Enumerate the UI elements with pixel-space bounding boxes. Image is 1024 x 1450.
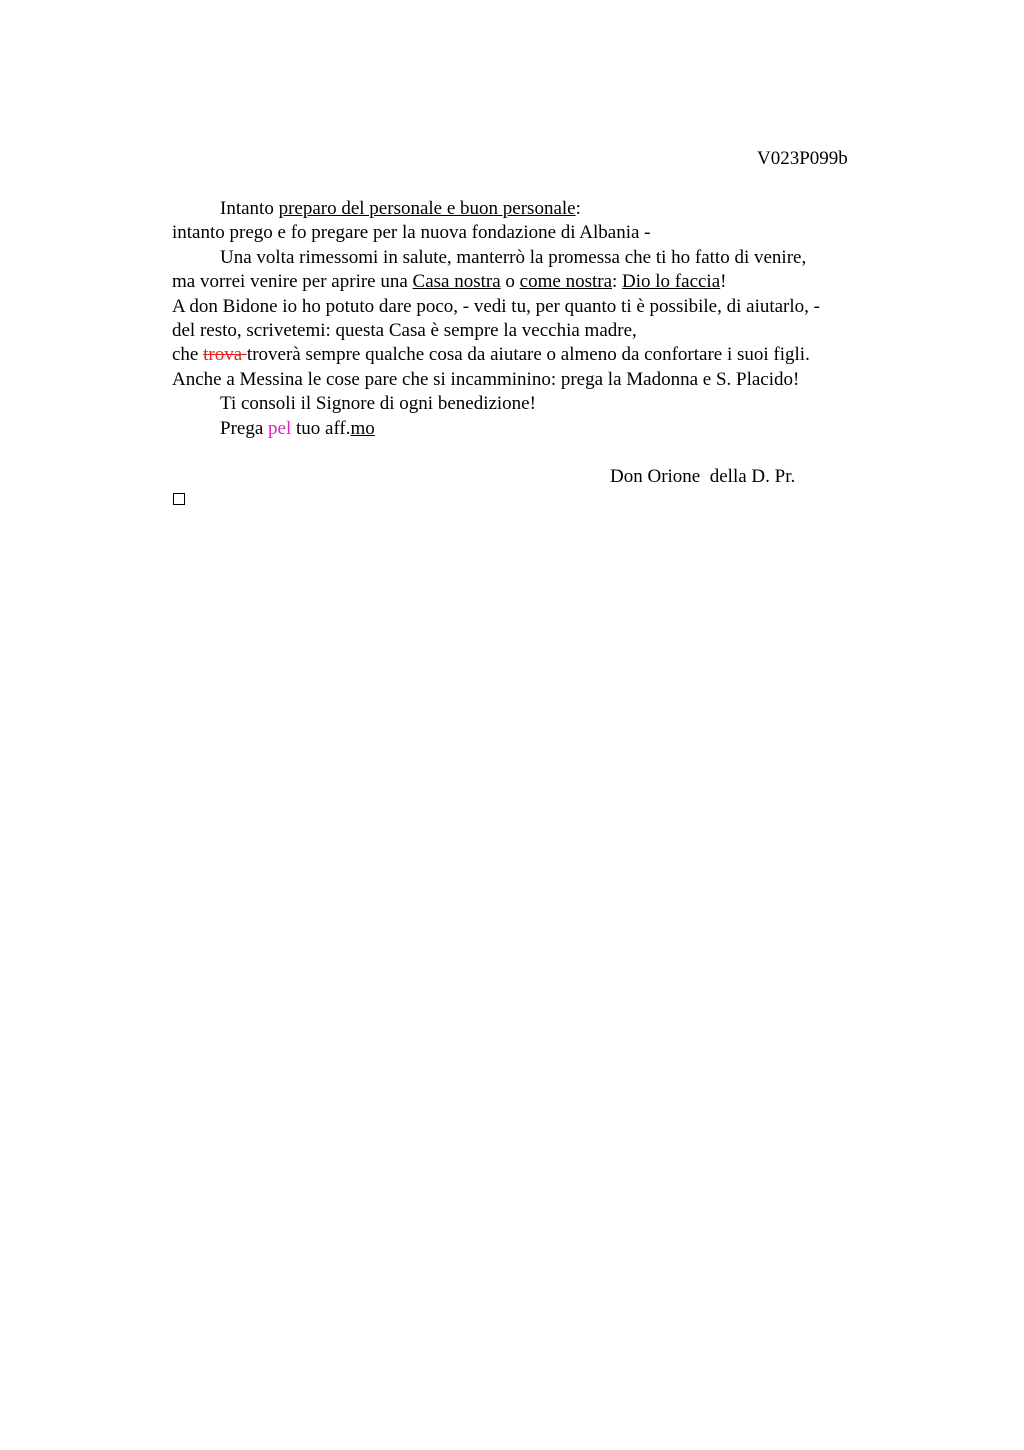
- line-1-text-a: Intanto: [220, 198, 279, 219]
- line-4-text-a: ma vorrei venire per aprire una: [172, 271, 413, 293]
- line-1-underlined: preparo del personale e buon personale: [278, 198, 576, 219]
- line-4-text-e: :: [612, 271, 623, 293]
- line-7-struck-text: trova: [203, 344, 247, 366]
- letter-line-7: [172, 343, 892, 367]
- letter-line-1: [172, 197, 892, 221]
- reference-code: V023P099b: [757, 148, 848, 169]
- letter-line-5: A don Bidone io ho potuto dare poco, - vedi tu, per quanto ti è possibile, di aiutarlo, -: [172, 295, 820, 317]
- line-7-text-a: che: [172, 344, 204, 366]
- letter-line-4: [172, 270, 892, 294]
- letter-body: [172, 197, 892, 441]
- line-10-magenta-text: pel: [268, 417, 292, 439]
- line-4-underlined-dio-lo-faccia: Dio lo faccia: [622, 271, 721, 293]
- line-7-text-c: troverà sempre qualche cosa da aiutare o almeno da confortare i suoi figli.: [246, 344, 810, 366]
- line-10-underlined-mo: mo: [350, 417, 375, 439]
- line-10-text-c: tuo aff.: [291, 417, 351, 439]
- letter-line-8: Anche a Messina le cose pare che si incamminino: prega la Madonna e S. Placido!: [172, 368, 800, 390]
- letter-line-6: del resto, scrivetemi: questa Casa è sempre la vecchia madre,: [172, 320, 637, 342]
- line-1-text-c: :: [575, 198, 581, 219]
- line-4-underlined-casa-nostra: Casa nostra: [412, 271, 501, 293]
- line-10-text-a: Prega: [220, 417, 269, 439]
- line-4-text-g: !: [720, 271, 727, 293]
- letter-line-9: Ti consoli il Signore di ogni benedizione!: [220, 393, 536, 415]
- letter-line-10: [172, 417, 892, 441]
- empty-square-icon: [173, 493, 185, 505]
- signature: Don Orione della D. Pr.: [610, 466, 796, 487]
- line-4-text-c: o: [500, 271, 520, 293]
- line-4-underlined-come-nostra: come nostra: [519, 271, 612, 293]
- letter-line-3: Una volta rimessomi in salute, manterrò la promessa che ti ho fatto di venire,: [220, 246, 807, 268]
- letter-line-2: intanto prego e fo pregare per la nuova fondazione di Albania -: [172, 222, 651, 244]
